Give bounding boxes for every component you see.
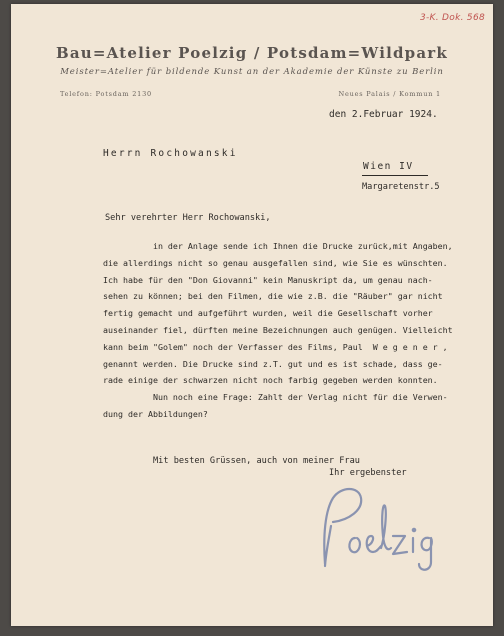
body-line: Ich habe für den "Don Giovanni" kein Manuskript da, um genau nach-	[103, 274, 433, 285]
recipient-city: Wien IV	[363, 161, 414, 172]
body-line: genannt werden. Die Drucke sind z.T. gut und es ist schade, dass ge-	[103, 358, 443, 369]
letterhead-title: Bau=Atelier Poelzig / Potsdam=Wildpark	[55, 44, 448, 62]
body-line: sehen zu können; bei den Filmen, die wie z.B. die "Räuber" gar nicht	[103, 291, 443, 302]
handwritten-signature	[311, 476, 491, 586]
letter-page	[11, 4, 493, 626]
body-line: fertig gemacht und aufgeführt wurden, weil die Gesellschaft vorher	[103, 308, 433, 319]
body-line: kann beim "Golem" noch der Verfasser des Films, Paul W e g e n e r ,	[103, 341, 448, 352]
body-line: rade einige der schwarzen nicht noch farbig gegeben werden konnten.	[103, 375, 438, 386]
body-line: in der Anlage sende ich Ihnen die Drucke zurück,mit Angaben,	[103, 241, 453, 251]
body-line: auseinander fiel, dürften meine Bezeichnungen auch genügen. Vielleicht	[103, 324, 453, 335]
recipient-name: Herrn Rochowanski	[103, 148, 238, 159]
archive-note: 3-K. Dok. 568	[419, 13, 485, 23]
body-line: dung der Abbildungen?	[103, 408, 208, 419]
closing-line: Mit besten Grüssen, auch von meiner Frau	[153, 456, 360, 466]
letterhead-address: Neues Palais / Kommun 1	[338, 90, 441, 98]
salutation: Sehr verehrter Herr Rochowanski,	[105, 213, 271, 223]
closing-ergebener: Ihr ergebenster	[329, 468, 407, 478]
letterhead-phone: Telefon: Potsdam 2130	[60, 90, 152, 98]
city-underline	[362, 175, 428, 176]
letterhead-subtitle: Meister=Atelier für bildende Kunst an der Akademie der Künste zu Berlin	[60, 67, 444, 77]
body-line: die allerdings nicht so genau ausgefallen sind, wie Sie es wünschten.	[103, 257, 448, 268]
body-line: Nun noch eine Frage: Zahlt der Verlag nicht für die Verwen-	[103, 392, 448, 403]
letter-body	[103, 238, 495, 423]
letter-date: den 2.Februar 1924.	[329, 109, 438, 120]
recipient-street: Margaretenstr.5	[362, 182, 440, 192]
